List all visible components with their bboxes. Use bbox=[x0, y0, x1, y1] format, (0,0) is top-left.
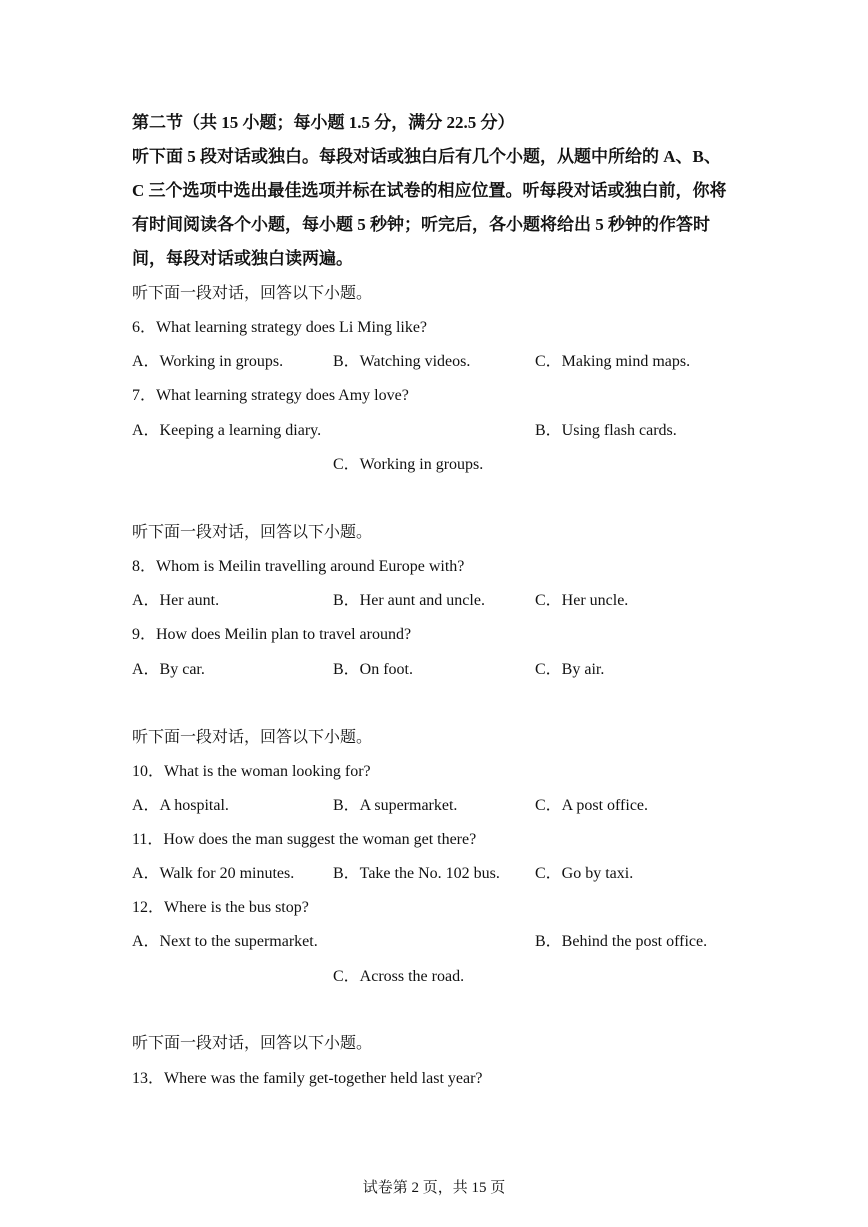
q6-option-a: A．Working in groups. bbox=[132, 353, 284, 370]
question-10: 10．What is the woman looking for? bbox=[132, 763, 371, 780]
q8-option-a: A．Her aunt. bbox=[132, 592, 220, 609]
question-13: 13．Where was the family get-together held last year? bbox=[132, 1070, 483, 1087]
q9-option-b: B．On foot. bbox=[333, 661, 414, 678]
q8-option-c: C．Her uncle. bbox=[535, 592, 629, 609]
q11-option-c: C．Go by taxi. bbox=[535, 865, 634, 882]
question-12: 12．Where is the bus stop? bbox=[132, 899, 309, 916]
q11-option-a: A．Walk for 20 minutes. bbox=[132, 865, 295, 882]
q12-option-c: C．Across the road. bbox=[333, 968, 465, 985]
q6-option-b: B．Watching videos. bbox=[333, 353, 471, 370]
q12-option-b: B．Behind the post office. bbox=[535, 933, 708, 950]
q10-option-c: C．A post office. bbox=[535, 797, 649, 814]
q7-option-a: A．Keeping a learning diary. bbox=[132, 422, 322, 439]
page-footer: 试卷第 2 页，共 15 页 bbox=[362, 1180, 506, 1196]
question-8: 8．Whom is Meilin travelling around Europe with? bbox=[132, 558, 465, 575]
instruction-line: 间，每段对话或独白读两遍。 bbox=[132, 249, 353, 268]
instruction-line: C 三个选项中选出最佳选项并标在试卷的相应位置。听每段对话或独白前，你将 bbox=[132, 181, 727, 200]
q9-option-c: C．By air. bbox=[535, 661, 605, 678]
dialogue-intro: 听下面一段对话，回答以下小题。 bbox=[132, 729, 373, 746]
dialogue-intro: 听下面一段对话，回答以下小题。 bbox=[132, 285, 373, 302]
q10-option-a: A．A hospital. bbox=[132, 797, 229, 814]
q7-option-c: C．Working in groups. bbox=[333, 456, 484, 473]
q12-option-a: A．Next to the supermarket. bbox=[132, 933, 318, 950]
q11-option-b: B．Take the No. 102 bus. bbox=[333, 865, 500, 882]
question-11: 11．How does the man suggest the woman get there? bbox=[132, 831, 477, 848]
dialogue-intro: 听下面一段对话，回答以下小题。 bbox=[132, 1035, 373, 1052]
question-9: 9．How does Meilin plan to travel around? bbox=[132, 626, 412, 643]
question-7: 7．What learning strategy does Amy love? bbox=[132, 387, 409, 404]
q6-option-c: C．Making mind maps. bbox=[535, 353, 691, 370]
q9-option-a: A．By car. bbox=[132, 661, 205, 678]
instruction-line: 听下面 5 段对话或独白。每段对话或独白后有几个小题，从题中所给的 A、B、 bbox=[132, 147, 721, 166]
q7-option-b: B．Using flash cards. bbox=[535, 422, 677, 439]
q8-option-b: B．Her aunt and uncle. bbox=[333, 592, 485, 609]
q10-option-b: B．A supermarket. bbox=[333, 797, 458, 814]
section-title: 第二节（共 15 小题；每小题 1.5 分，满分 22.5 分） bbox=[132, 113, 515, 132]
question-6: 6．What learning strategy does Li Ming like? bbox=[132, 319, 428, 336]
dialogue-intro: 听下面一段对话，回答以下小题。 bbox=[132, 524, 373, 541]
instruction-line: 有时间阅读各个小题，每小题 5 秒钟；听完后，各小题将给出 5 秒钟的作答时 bbox=[132, 215, 710, 234]
